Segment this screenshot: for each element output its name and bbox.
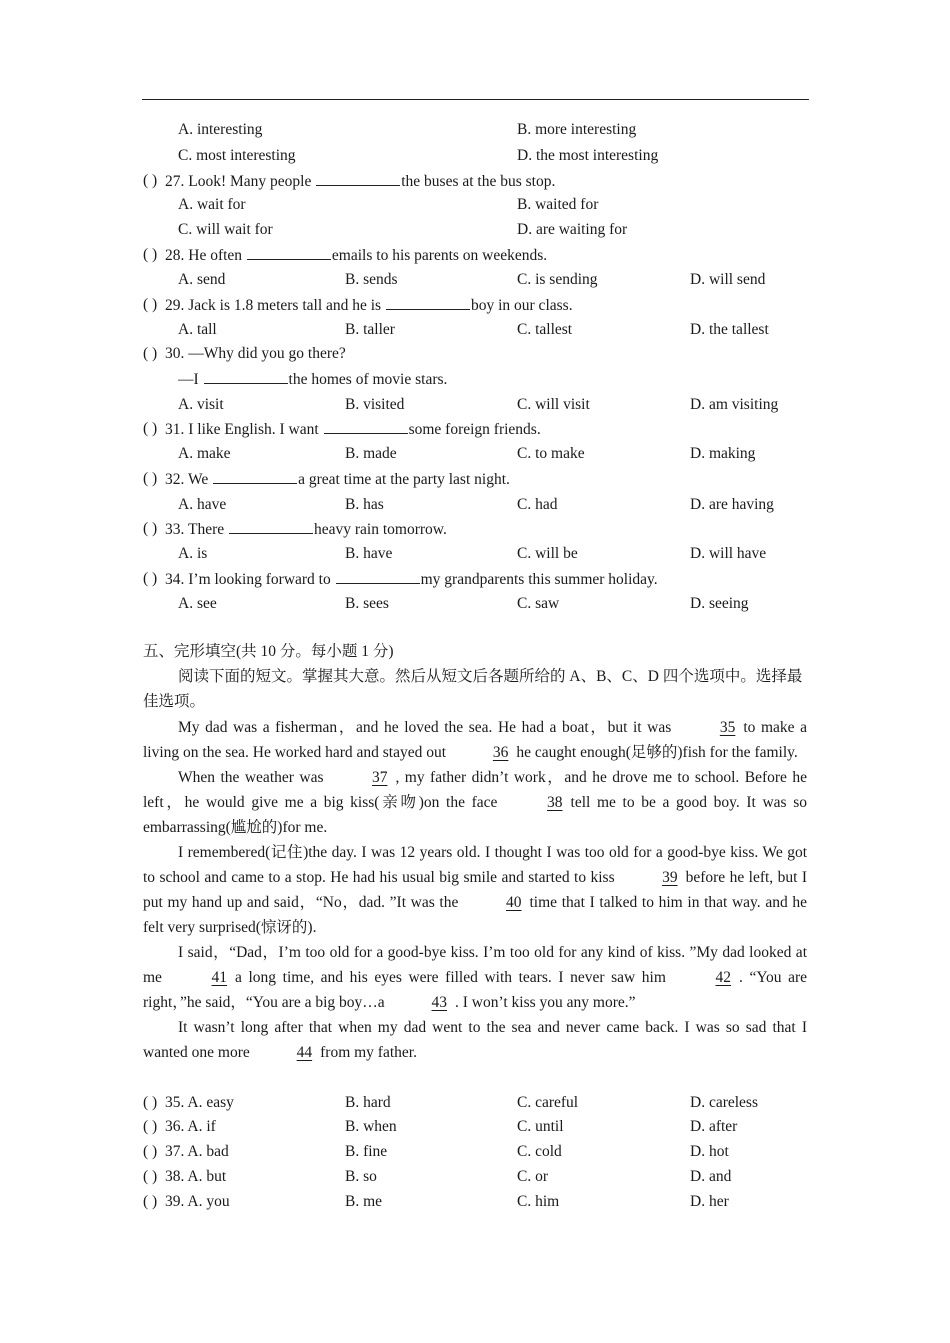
q26-option-a: A. interesting xyxy=(178,121,263,138)
option-c: C. is sending xyxy=(517,271,598,288)
option-a: 39. A. you xyxy=(165,1193,230,1210)
answer-paren: ( ) xyxy=(143,296,158,313)
option-d: D. will send xyxy=(690,271,766,288)
answer-paren: ( ) xyxy=(143,345,158,362)
section-instruction: 阅读下面的短文。掌握其大意。然后从短文后各题所给的 A、B、C、D 四个选项中。选择最佳选项。 xyxy=(143,668,803,710)
blank-38: 38 xyxy=(547,794,563,811)
option-c: C. will visit xyxy=(517,396,590,413)
option-c: C. careful xyxy=(517,1094,579,1111)
reply-end: the homes of movie stars. xyxy=(288,371,448,388)
passage-text: It wasn’t long after that when my dad went to the sea and never came back. I was so sad that I wanted one more xyxy=(143,1019,807,1061)
option-c: C. will be xyxy=(517,545,578,562)
option-a: A. make xyxy=(178,445,231,462)
option-d: D. making xyxy=(690,445,756,462)
reply-start: —I xyxy=(178,371,203,388)
blank-40: 40 xyxy=(506,894,522,911)
passage-paragraph xyxy=(143,1015,807,1065)
passage-text: When the weather was xyxy=(178,769,329,786)
blank-36: 36 xyxy=(492,744,509,761)
question-stem: 28. He often xyxy=(165,247,246,264)
option-a: A. have xyxy=(178,496,227,513)
option-b: B. me xyxy=(345,1193,383,1210)
option-d: D. the tallest xyxy=(690,321,769,338)
option-d: D. will have xyxy=(690,545,767,562)
question-stem: 32. We xyxy=(165,471,213,488)
passage-text: tell me to be a good boy. It was so embarrassing(尴尬的)for me. xyxy=(143,794,807,836)
answer-paren: ( ) xyxy=(143,520,158,537)
question-stem-end: heavy rain tomorrow. xyxy=(313,521,447,538)
question-stem: 27. Look! Many people xyxy=(165,173,316,190)
option-c: C. saw xyxy=(517,595,560,612)
question-stem-end: a great time at the party last night. xyxy=(298,471,510,488)
option-c: C. him xyxy=(517,1193,560,1210)
option-d: D. are waiting for xyxy=(517,221,628,238)
answer-blank xyxy=(247,242,331,260)
option-d: D. her xyxy=(690,1193,729,1210)
option-a: A. send xyxy=(178,271,226,288)
answer-paren: ( ) xyxy=(143,246,158,263)
question-stem: 33. There xyxy=(165,521,228,538)
option-c: C. will wait for xyxy=(178,221,273,238)
answer-paren: ( ) xyxy=(143,570,158,587)
passage-text: from my father. xyxy=(320,1044,417,1061)
passage-text: , my father didn’t work，and he drove me to school. Before he left，he would give me a big kiss(亲吻)on the face xyxy=(143,769,807,811)
option-b: B. waited for xyxy=(517,196,599,213)
option-a: A. is xyxy=(178,545,208,562)
option-c: C. or xyxy=(517,1168,548,1185)
option-a: A. see xyxy=(178,595,217,612)
answer-paren: ( ) xyxy=(143,1193,158,1210)
option-d: D. careless xyxy=(690,1094,758,1111)
passage-paragraph xyxy=(143,940,807,1015)
q26-option-b: B. more interesting xyxy=(517,121,637,138)
passage-text: I said，“Dad，I’m too old for a good-bye kiss. I’m too old for any kind of kiss. ”My dad looked at me xyxy=(143,944,807,986)
option-b: B. taller xyxy=(345,321,395,338)
option-d: D. seeing xyxy=(690,595,749,612)
option-c: C. until xyxy=(517,1118,564,1135)
blank-42: 42 xyxy=(715,969,731,986)
section-title: 五、完形填空(共 10 分。每小题 1 分) xyxy=(143,643,394,660)
question-stem-end: boy in our class. xyxy=(470,297,573,314)
option-a: A. tall xyxy=(178,321,217,338)
question-stem-end: some foreign friends. xyxy=(408,421,541,438)
blank-44: 44 xyxy=(296,1044,313,1061)
question-stem: 29. Jack is 1.8 meters tall and he is xyxy=(165,297,385,314)
passage-text: before he left, but I put my hand up and said，“No，dad. ”It was the xyxy=(143,869,807,911)
answer-paren: ( ) xyxy=(143,1168,158,1185)
option-a: A. wait for xyxy=(178,196,246,213)
option-d: D. hot xyxy=(690,1143,729,1160)
passage-text: to make a living on the sea. He worked hard and stayed out xyxy=(143,719,807,761)
answer-blank xyxy=(316,168,400,186)
passage-text: . I won’t kiss you any more.” xyxy=(455,994,636,1011)
answer-paren: ( ) xyxy=(143,470,158,487)
blank-39: 39 xyxy=(662,869,678,886)
blank-41: 41 xyxy=(211,969,228,986)
passage-paragraph xyxy=(143,840,807,940)
option-c: C. had xyxy=(517,496,558,513)
question-stem: 31. I like English. I want xyxy=(165,421,323,438)
option-a: 35. A. easy xyxy=(165,1094,234,1111)
option-b: B. hard xyxy=(345,1094,391,1111)
option-b: B. when xyxy=(345,1118,397,1135)
option-b: B. sees xyxy=(345,595,389,612)
option-c: C. tallest xyxy=(517,321,573,338)
option-a: 38. A. but xyxy=(165,1168,227,1185)
answer-blank xyxy=(204,366,288,384)
question-stem: 30. —Why did you go there? xyxy=(165,345,346,362)
q26-option-c: C. most interesting xyxy=(178,147,296,164)
option-a: 37. A. bad xyxy=(165,1143,229,1160)
option-a: 36. A. if xyxy=(165,1118,216,1135)
blank-43: 43 xyxy=(431,994,448,1011)
header-rule xyxy=(142,99,809,100)
passage-paragraph xyxy=(143,715,807,765)
option-b: B. have xyxy=(345,545,393,562)
passage-paragraph xyxy=(143,765,807,840)
question-stem-end: my grandparents this summer holiday. xyxy=(420,571,658,588)
option-d: D. after xyxy=(690,1118,738,1135)
passage-text: a long time, and his eyes were filled with tears. I never saw him xyxy=(235,969,673,986)
question-stem-end: the buses at the bus stop. xyxy=(401,173,556,190)
blank-37: 37 xyxy=(371,769,388,786)
answer-blank xyxy=(213,466,297,484)
option-b: B. sends xyxy=(345,271,398,288)
option-b: B. visited xyxy=(345,396,405,413)
answer-paren: ( ) xyxy=(143,1094,158,1111)
passage-text: he caught enough(足够的)fish for the family. xyxy=(516,744,798,761)
answer-blank xyxy=(386,292,470,310)
option-c: C. cold xyxy=(517,1143,562,1160)
passage-text: time that I talked to him in that way. and he felt very surprised(惊讶的). xyxy=(143,894,807,936)
answer-blank xyxy=(229,516,313,534)
answer-paren: ( ) xyxy=(143,1143,158,1160)
answer-blank xyxy=(324,416,408,434)
option-a: A. visit xyxy=(178,396,224,413)
option-b: B. fine xyxy=(345,1143,388,1160)
cloze-passage xyxy=(143,715,807,1065)
question-stem: 34. I’m looking forward to xyxy=(165,571,335,588)
option-d: D. are having xyxy=(690,496,774,513)
option-b: B. made xyxy=(345,445,397,462)
option-b: B. so xyxy=(345,1168,377,1185)
option-d: D. am visiting xyxy=(690,396,779,413)
answer-blank xyxy=(336,566,420,584)
passage-text: I remembered(记住)the day. I was 12 years old. I thought I was too old for a good-bye kiss. We got to school and came to a stop. He had his usual big smile and started to kiss xyxy=(143,844,807,886)
q26-option-d: D. the most interesting xyxy=(517,147,659,164)
blank-35: 35 xyxy=(719,719,736,736)
option-c: C. to make xyxy=(517,445,585,462)
question-stem-end: emails to his parents on weekends. xyxy=(331,247,548,264)
option-b: B. has xyxy=(345,496,384,513)
answer-paren: ( ) xyxy=(143,1118,158,1135)
passage-text: . “You are right，”he said，“You are a big boy…a xyxy=(143,969,807,1011)
answer-paren: ( ) xyxy=(143,420,158,437)
passage-text: My dad was a fisherman，and he loved the sea. He had a boat，but it was xyxy=(178,719,677,736)
answer-paren: ( ) xyxy=(143,172,158,189)
option-d: D. and xyxy=(690,1168,732,1185)
